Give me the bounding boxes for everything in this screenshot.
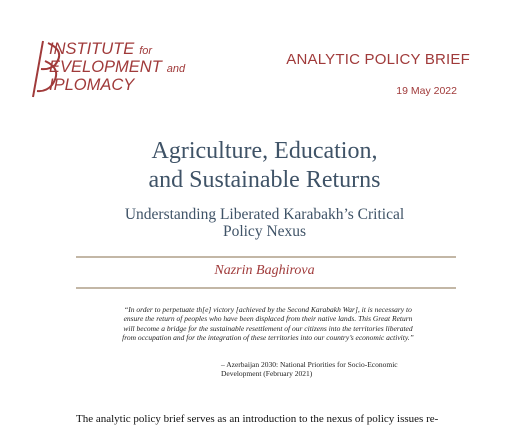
publication-date: 19 May 2022	[396, 85, 457, 97]
brief-type-label: ANALYTIC POLICY BRIEF	[286, 51, 470, 68]
subtitle-line-1: Understanding Liberated Karabakh’s Critical	[124, 206, 405, 223]
author-rule-bottom	[76, 287, 456, 289]
title-line-1: Agriculture, Education,	[151, 138, 378, 164]
document-subtitle	[0, 206, 529, 240]
epigraph-source: – Azerbaijan 2030: National Priorities for Socio-Economic Development (February 2021)	[221, 360, 398, 379]
logo-line-institute: INSTITUTE for	[49, 40, 153, 58]
epigraph-quote: “In order to perpetuate th[e] victory [achieved by the Second Karabakh War], it is necessary to ensure the return of peoples who have been displaced from their native lands. This Great Return will become a bridge for the sustainable resettlement of our citizens into the territories liberated from occupation and for the integration of these territories into our country’s economic activity.”	[122, 305, 414, 343]
intro-paragraph: The analytic policy brief serves as an introduction to the nexus of policy issues re-	[76, 413, 439, 425]
subtitle-line-2: Policy Nexus	[222, 223, 307, 240]
document-title	[0, 137, 529, 195]
title-line-2: and Sustainable Returns	[148, 167, 381, 193]
logo-line-development: EVELOPMENT and	[49, 58, 186, 76]
logo-line-diplomacy: IPLOMACY	[49, 76, 135, 94]
author-rule-top	[76, 256, 456, 258]
author-name: Nazrin Baghirova	[214, 263, 315, 278]
institute-logo	[28, 39, 233, 101]
